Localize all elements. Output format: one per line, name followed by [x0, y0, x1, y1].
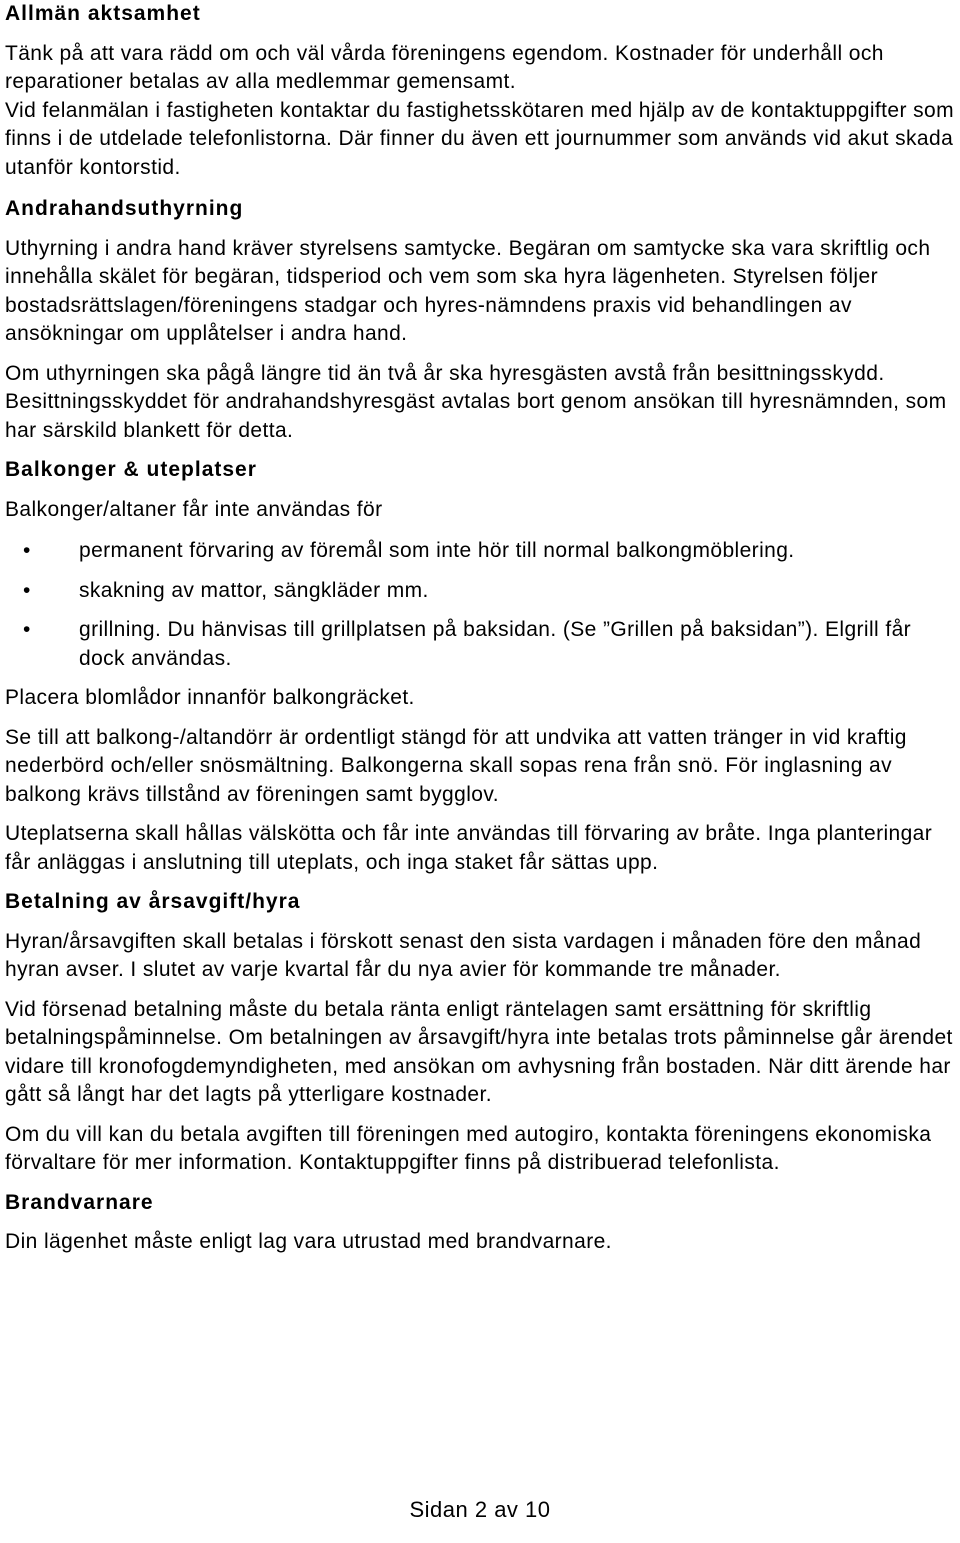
list-item-text: grillning. Du hänvisas till grillplatsen på baksidan. (Se ”Grillen på baksidan”). Elgrill får dock användas. [79, 618, 912, 670]
paragraph: Din lägenhet måste enligt lag vara utrustad med brandvarnare. [5, 1230, 612, 1253]
section-heading-balkonger-uteplatser: Balkonger & uteplatser [5, 458, 257, 481]
section-heading-andrahandsuthyrning: Andrahandsuthyrning [5, 197, 244, 220]
paragraph: Se till att balkong-/altandörr är ordentligt stängd för att undvika att vatten tränger in vid kraftig nederbörd och/eller snösmältning. Balkongerna skall sopas rena från snö. För inglasning av balkong krävs tillstånd av föreningen samt bygglov. [5, 725, 907, 806]
paragraph: Om du vill kan du betala avgiften till föreningen med autogiro, kontakta föreningens ekonomiska förvaltare för mer information. Kontaktuppgifter finns på distribuerad telefonlista. [5, 1122, 932, 1174]
paragraph: Vid felanmälan i fastigheten kontaktar du fastighetsskötaren med hjälp av de kontaktuppgifter som finns i de utdelade telefonlistorna. Där finner du även ett journummer som används vid akut skada utanför kontorstid. [5, 98, 954, 179]
paragraph: Tänk på att vara rädd om och väl vårda föreningens egendom. Kostnader för underhåll och reparationer betalas av alla medlemmar gemensamt. [5, 41, 884, 93]
paragraph: Om uthyrningen ska pågå längre tid än två år ska hyresgästen avstå från besittningsskydd. Besittningsskyddet för andrahandshyresgäst avtalas bort genom ansökan till hyresnämnden, som har särskild blankett för detta. [5, 361, 947, 442]
list-item [5, 537, 955, 566]
bullet-icon: • [23, 539, 31, 562]
paragraph-intro: Balkonger/altaner får inte användas för [5, 497, 383, 521]
section-heading-brandvarnare: Brandvarnare [5, 1190, 154, 1214]
paragraph: Hyran/årsavgiften skall betalas i förskott senast den sista vardagen i månaden före den månad hyran avser. I slutet av varje kvartal får du nya avier för kommande tre månader. [5, 929, 922, 981]
list-item-text: skakning av mattor, sängkläder mm. [79, 578, 429, 602]
paragraph: Uteplatserna skall hållas välskötta och får inte användas till förvaring av bråte. Inga planteringar får anläggas i anslutning till uteplats, och inga staket får sättas upp. [5, 822, 933, 874]
bullet-list [5, 537, 955, 673]
paragraph: Placera blomlådor innanför balkongräcket. [5, 686, 415, 709]
paragraph: Vid försenad betalning måste du betala ränta enligt räntelagen samt ersättning för skriftlig betalningspåminnelse. Om betalningen av årsavgift/hyra inte betalas trots påminnelse går ärendet vidare till kronofogdemyndigheten, med ansökan om avhysning från bostaden. När ditt ärende har gått så långt har det lagts på ytterligare kostnader. [5, 997, 953, 1106]
list-item [5, 577, 955, 606]
document-page [5, 0, 955, 1257]
bullet-icon: • [23, 618, 31, 641]
list-item-text: permanent förvaring av föremål som inte hör till normal balkongmöblering. [79, 539, 795, 562]
bullet-icon: • [23, 578, 31, 602]
section-heading-allman-aktsamhet: Allmän aktsamhet [5, 2, 201, 25]
page-number-footer: Sidan 2 av 10 [409, 1497, 551, 1522]
section-heading-betalning: Betalning av årsavgift/hyra [5, 890, 301, 913]
paragraph: Uthyrning i andra hand kräver styrelsens samtycke. Begäran om samtycke ska vara skriftlig och innehålla skälet för begäran, tidsperiod och vem som ska hyra lägenheten. Styrelsen följer bostadsrättslagen/föreningens stadgar och hyres-nämndens praxis vid behandlingen av ansökningar om upplåtelser i andra hand. [5, 236, 931, 345]
list-item [5, 616, 955, 673]
